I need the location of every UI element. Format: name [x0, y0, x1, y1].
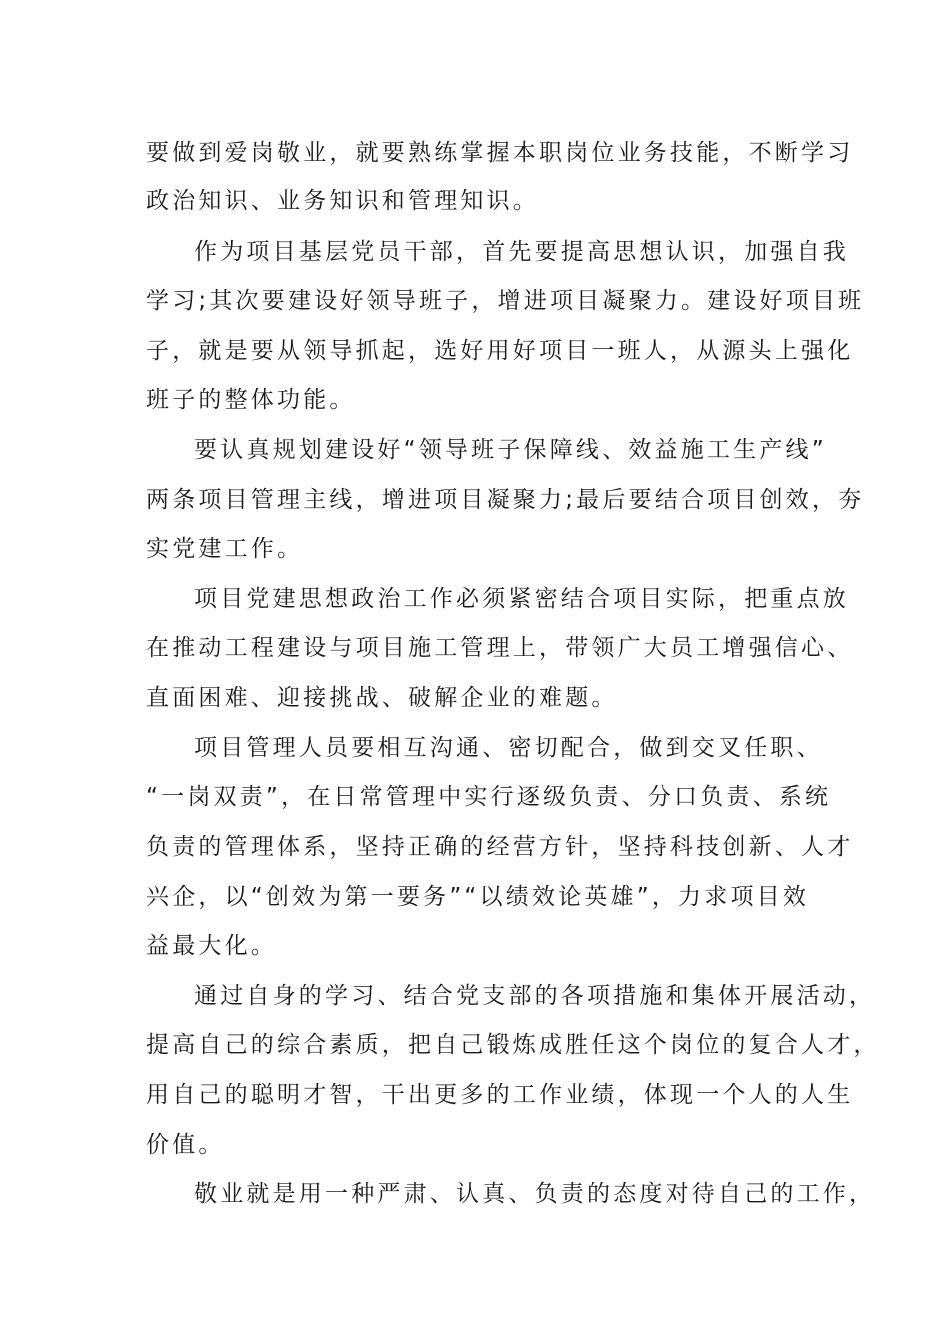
text-line: 直面困难、迎接挑战、破解企业的难题。: [146, 685, 618, 711]
text-line: 班子的整体功能。: [146, 387, 356, 413]
text-line: 要做到爱岗敬业，就要熟练掌握本职岗位业务技能，不断学习: [146, 140, 854, 166]
text-line: 子，就是要从领导抓起，选好用好项目一班人，从源头上强化: [146, 338, 854, 364]
text-line: 实党建工作。: [146, 536, 304, 562]
text-line: “一岗双责”，在日常管理中实行逐级负责、分口负责、系统: [146, 784, 832, 810]
text-line: 益最大化。: [146, 933, 277, 959]
text-line: 政治知识、业务知识和管理知识。: [146, 188, 539, 214]
text-line: 兴企，以“创效为第一要务”“以绩效论英雄”，力求项目效: [146, 884, 810, 910]
text-line: 作为项目基层党员干部，首先要提高思想认识，加强自我: [194, 239, 849, 265]
text-line: 学习;其次要建设好领导班子，增进项目凝聚力。建设好项目班: [146, 288, 865, 314]
text-line: 敬业就是用一种严肃、认真、负责的态度对待自己的工作，: [194, 1181, 876, 1207]
text-line: 要认真规划建设好“领导班子保障线、效益施工生产线”: [194, 437, 827, 463]
text-line: 项目党建思想政治工作必须紧密结合项目实际，把重点放: [194, 586, 849, 612]
text-line: 提高自己的综合素质，把自己锻炼成胜任这个岗位的复合人才，: [146, 1032, 880, 1058]
text-line: 负责的管理体系，坚持正确的经营方针，坚持科技创新、人才: [146, 834, 854, 860]
text-line: 价值。: [146, 1132, 225, 1158]
text-line: 项目管理人员要相互沟通、密切配合，做到交叉任职、: [194, 735, 823, 761]
text-line: 通过自身的学习、结合党支部的各项措施和集体开展活动，: [194, 983, 876, 1009]
text-line: 在推动工程建设与项目施工管理上，带领广大员工增强信心、: [146, 635, 854, 661]
text-line: 用自己的聪明才智，干出更多的工作业绩，体现一个人的人生: [146, 1082, 854, 1108]
text-line: 两条项目管理主线，增进项目凝聚力;最后要结合项目创效，夯: [146, 487, 865, 513]
